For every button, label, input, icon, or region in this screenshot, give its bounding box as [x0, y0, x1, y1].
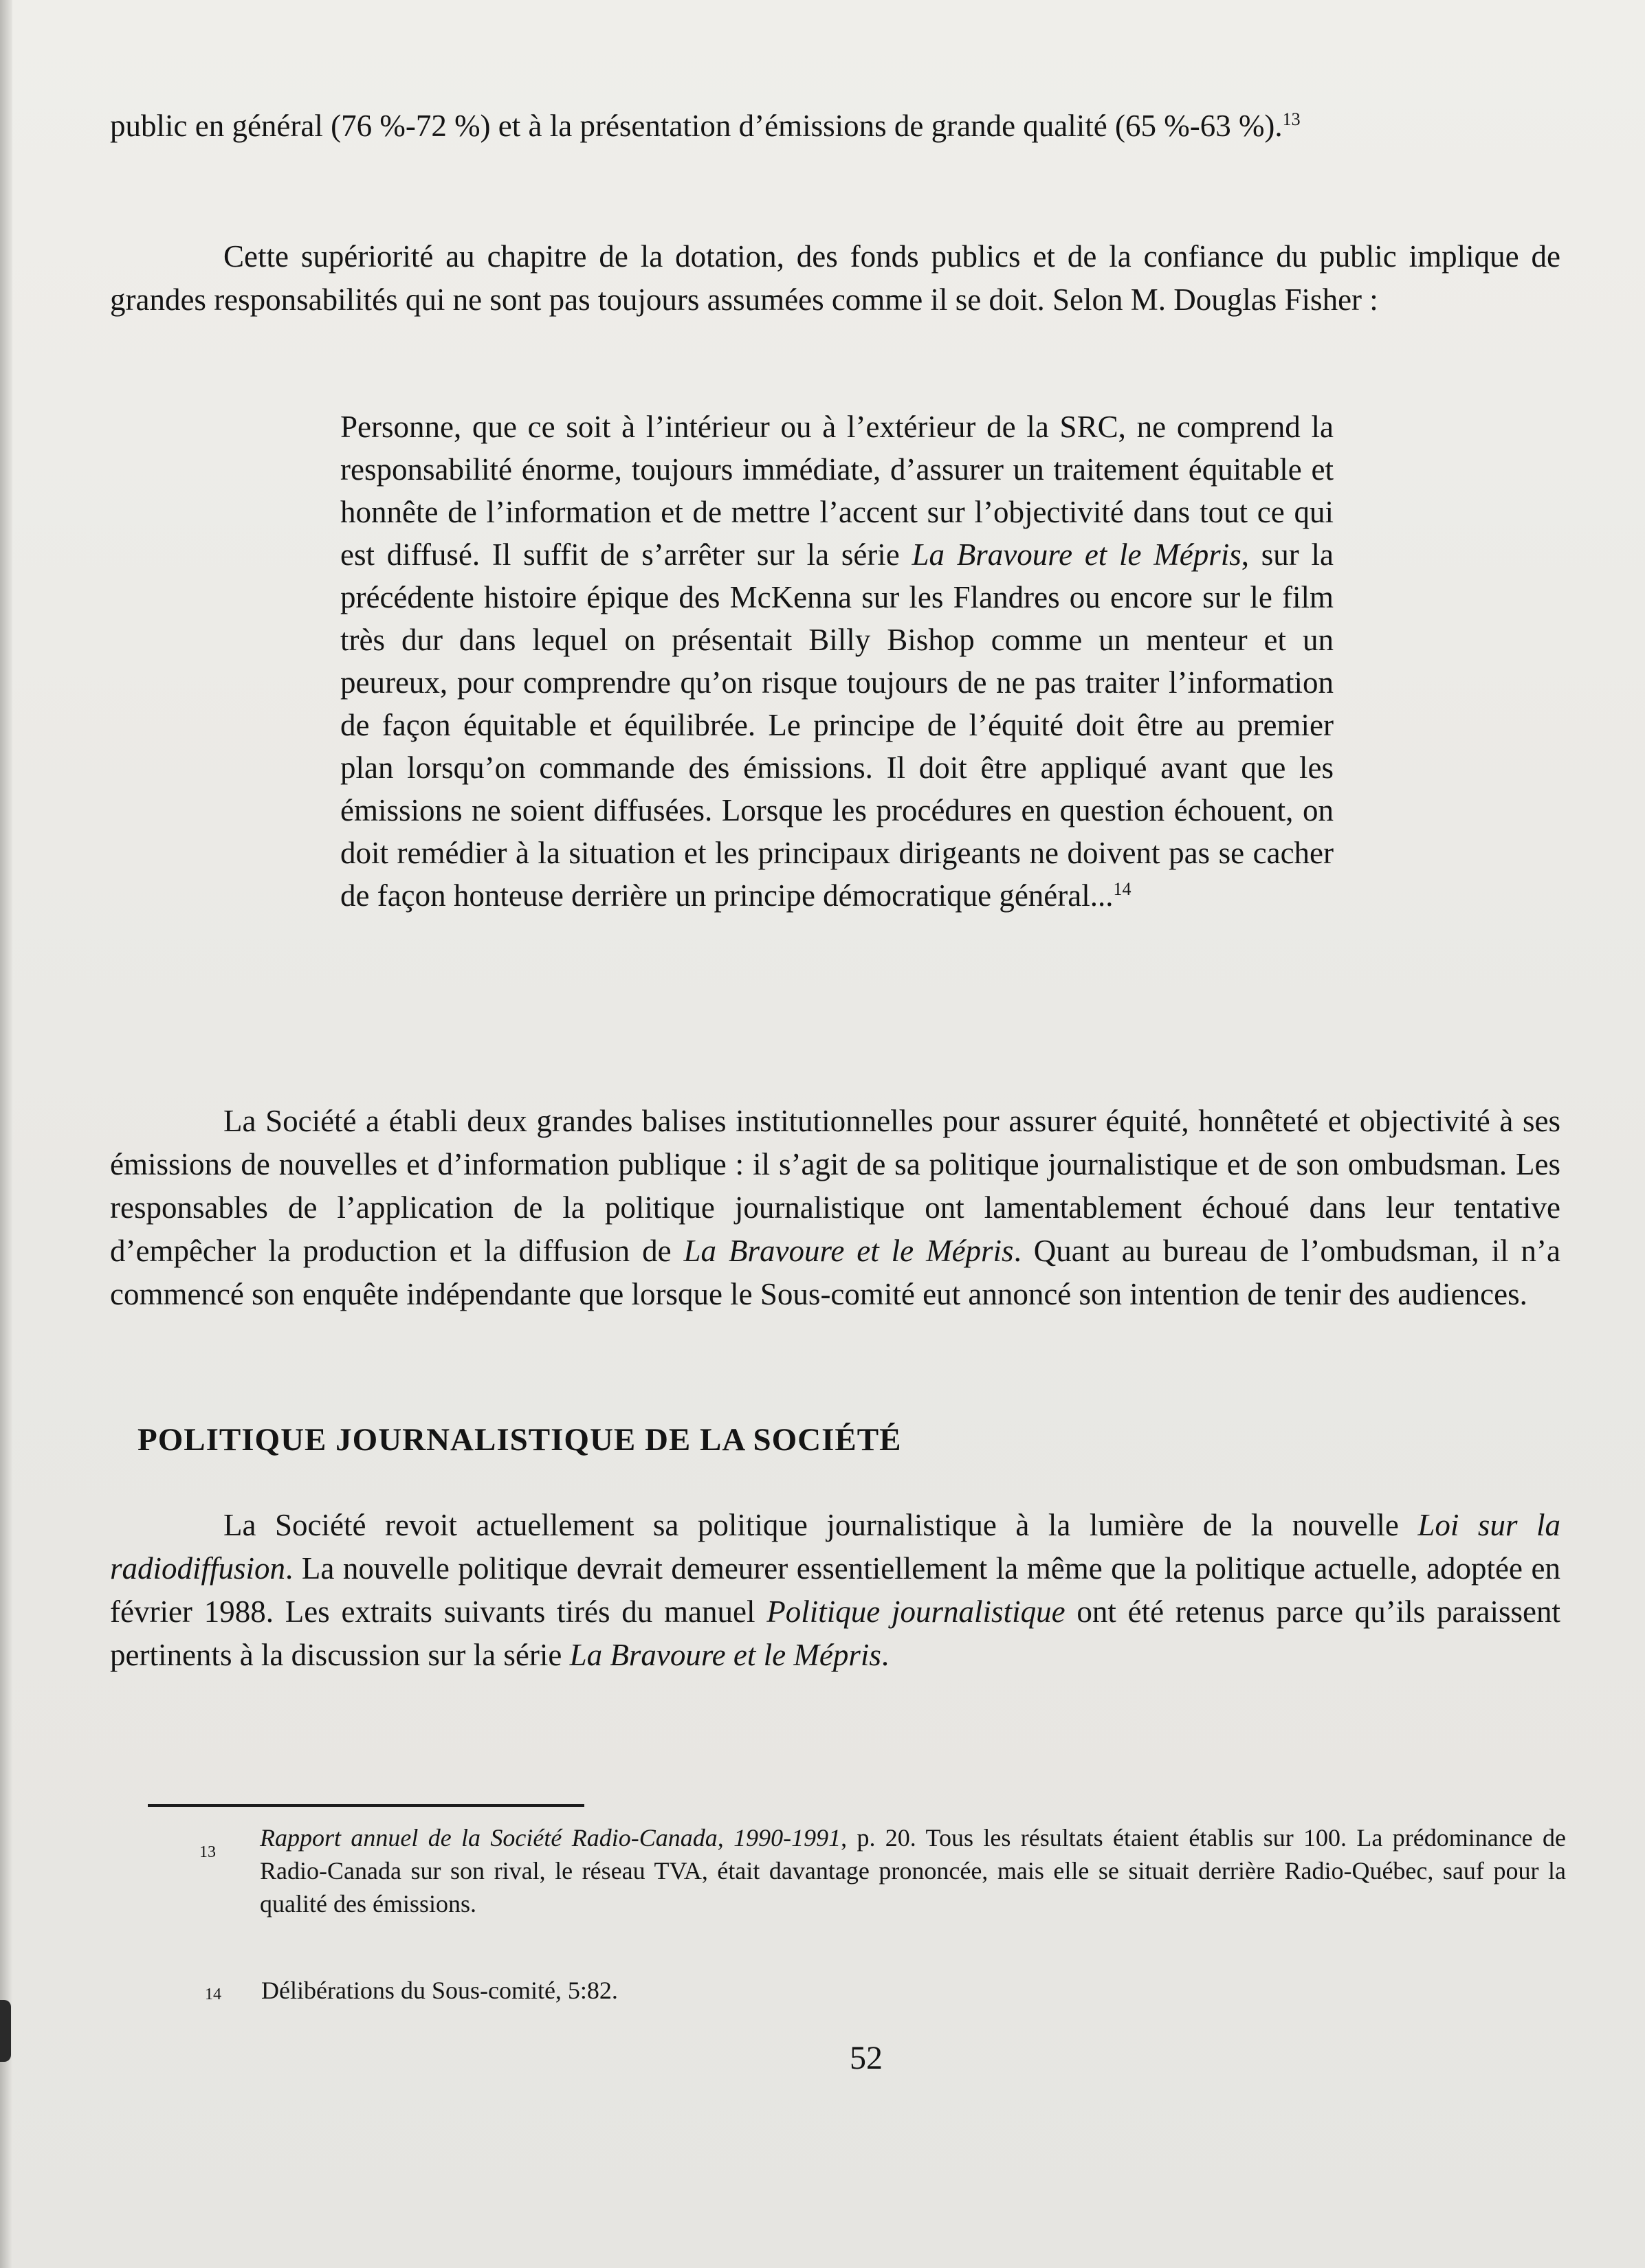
paragraph-text: public en général (76 %-72 %) et à la présentation d’émissions de grande qualité (65 %-63 %).	[110, 109, 1283, 143]
law-title: Loi sur la radiodiffusion	[110, 1508, 1560, 1586]
series-title: La Bravoure et le Mépris	[569, 1638, 881, 1672]
paragraph-policy-review: La Société revoit actuellement sa politique journalistique à la lumière de la nouvelle Loi sur la radiodiffusion. La nouvelle politique devrait demeurer essentiellement la même que la politique actuelle, adoptée en février 1988. Les extraits suivants tirés du manuel Politique journalistique ont été retenus parce qu’ils paraissent pertinents à la discussion sur la série La Bravoure et le Mépris.	[110, 1508, 1560, 1672]
footnote-divider	[148, 1804, 584, 1807]
series-title: La Bravoure et le Mépris	[683, 1234, 1014, 1268]
report-title: Rapport annuel de la Société Radio-Canada, 1990-1991	[260, 1824, 841, 1852]
footnote-number-13: 13	[199, 1843, 216, 1861]
section-heading: POLITIQUE JOURNALISTIQUE DE LA SOCIÉTÉ	[137, 1422, 902, 1458]
footnote-14: Délibérations du Sous-comité, 5:82.	[261, 1977, 618, 2004]
paragraph-fisher-intro: Cette supériorité au chapitre de la dotation, des fonds publics et de la confiance du public implique de grandes responsabilités qui ne sont pas toujours assumées comme il se doit. Selon M. Douglas Fisher :	[110, 239, 1560, 317]
page-number: 52	[850, 2040, 883, 2076]
fisher-quote: Personne, que ce soit à l’intérieur ou à l’extérieur de la SRC, ne comprend la responsabilité énorme, toujours immédiate, d’assurer un traitement équitable et honnête de l’information et de mettre l’accent sur l’objectivité dans tout ce qui est diffusé. Il suffit de s’arrêter sur la série La Bravoure et le Mépris, sur la précédente histoire épique des McKenna sur les Flandres ou encore sur le film très dur dans lequel on présentait Billy Bishop comme un menteur et un peureux, pour comprendre qu’on risque toujours de ne pas traiter l’information de façon équitable et équilibrée. Le principe de l’équité doit être au premier plan lorsqu’on commande des émissions. Il doit être appliqué avant que les émissions ne soient diffusées. Lorsque les procédures en question échouent, on doit remédier à la situation et les principaux dirigeants ne doivent pas se cacher de façon honteuse derrière un principe démocratique général...$^{14}$	[340, 410, 1334, 913]
footnote-13: Rapport annuel de la Société Radio-Canada, 1990-1991, p. 20. Tous les résultats étaient établis sur 100. La prédominance de Radio-Canada sur son rival, le réseau TVA, était davantage prononcée, mais elle se situait derrière Radio-Québec, sauf pour la qualité des émissions.	[260, 1824, 1567, 1917]
footnote-ref-14: 14	[1113, 879, 1131, 899]
paragraph-continuation	[110, 104, 1560, 148]
footnote-ref-13: 13	[1282, 109, 1301, 129]
footnote-number-14: 14	[205, 1986, 221, 2003]
series-title: La Bravoure et le Mépris	[912, 537, 1241, 572]
manual-title: Politique journalistique	[766, 1594, 1066, 1629]
paragraph-institutional-balises: La Société a établi deux grandes balises institutionnelles pour assurer équité, honnêteté et objectivité à ses émissions de nouvelles et d’information publique : il s’agit de sa politique journalistique et de son ombudsman. Les responsables de l’application de la politique journalistique ont lamentablement échoué dans leur tentative d’empêcher la production et la diffusion de La Bravoure et le Mépris. Quant au bureau de l’ombudsman, il n’a commencé son enquête indépendante que lorsque le Sous-comité eut annoncé son intention de tenir des audiences.	[110, 1104, 1560, 1311]
page-edge-shadow	[0, 0, 12, 2268]
binder-hole	[0, 2000, 11, 2062]
